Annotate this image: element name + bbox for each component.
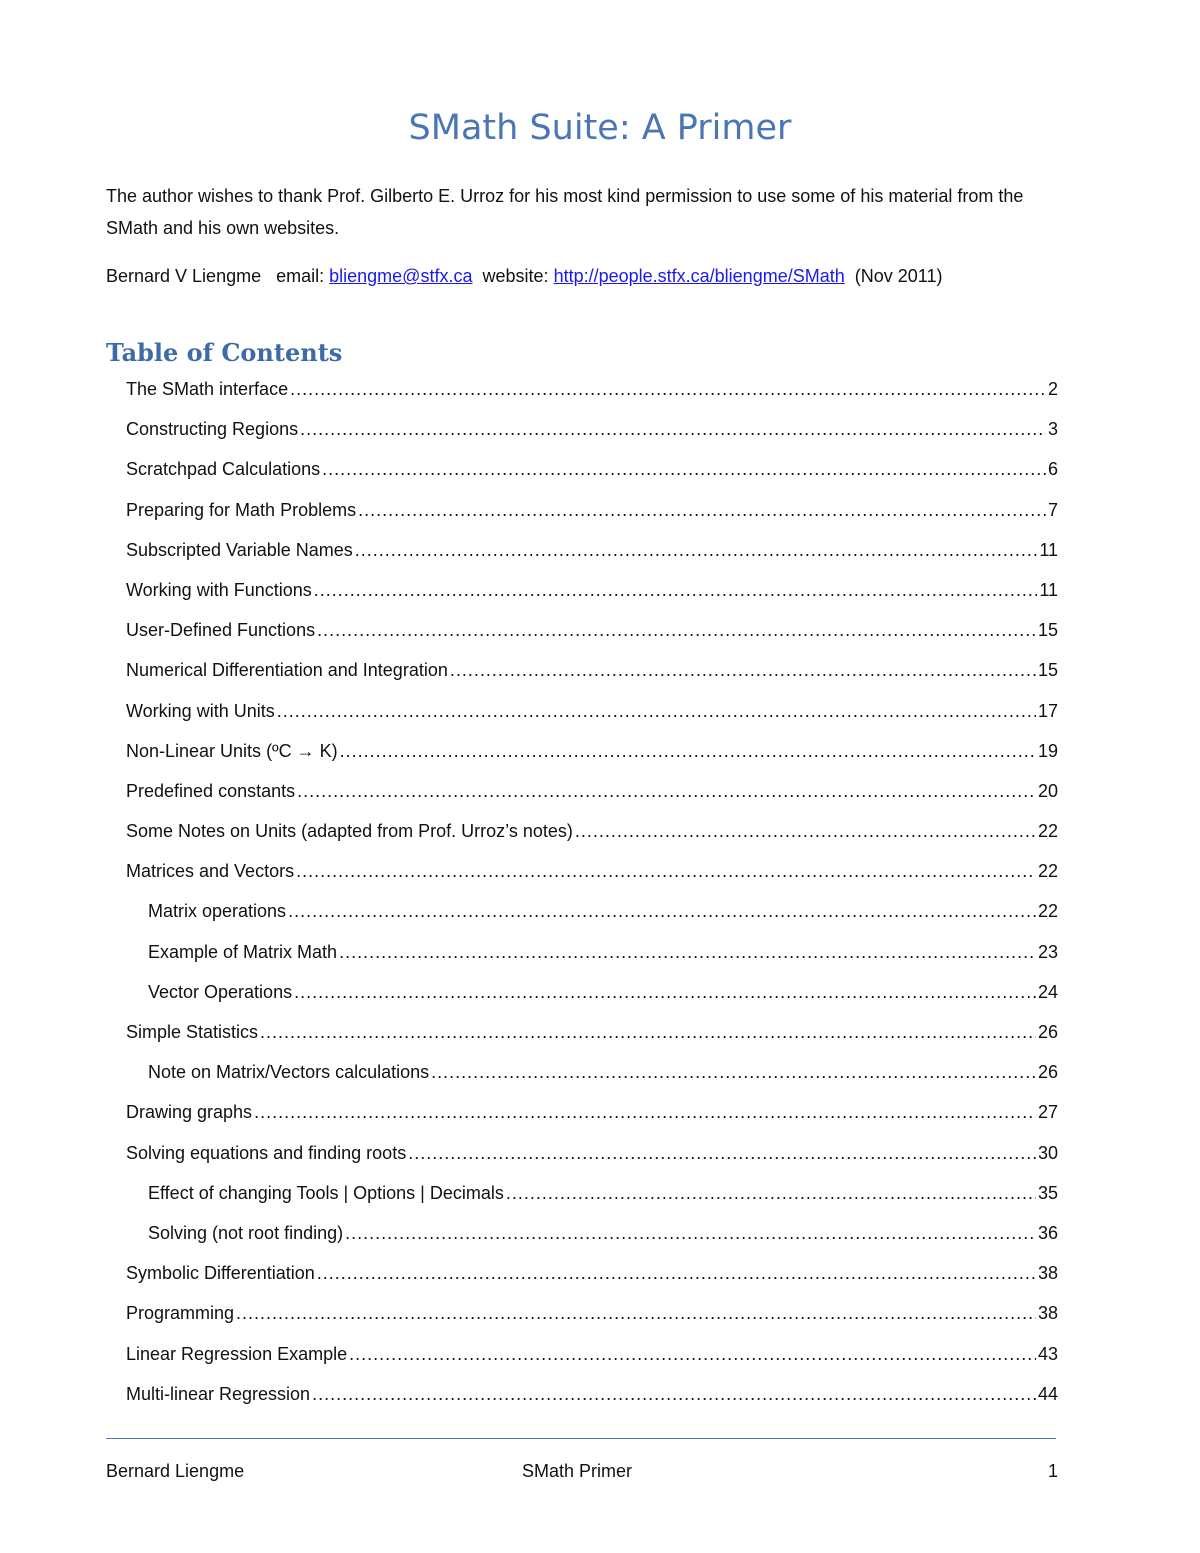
footer-title: SMath Primer xyxy=(522,1461,633,1481)
toc-entry-label: Solving equations and finding roots xyxy=(126,1142,407,1163)
toc-entry[interactable] xyxy=(126,1096,1058,1136)
toc-dot-leader xyxy=(290,373,1046,405)
toc-entry[interactable] xyxy=(126,1177,1058,1217)
toc-dot-leader xyxy=(408,1137,1036,1169)
toc-entry-page: 7 xyxy=(1047,499,1058,520)
toc-entry-page: 22 xyxy=(1037,901,1058,922)
toc-entry-page: 35 xyxy=(1037,1182,1058,1203)
toc-dot-leader xyxy=(340,735,1036,767)
toc-entry-label: Predefined constants xyxy=(126,780,296,801)
toc-dot-leader xyxy=(312,1378,1036,1410)
toc-entry-page: 43 xyxy=(1037,1343,1058,1364)
toc-entry[interactable] xyxy=(126,1137,1058,1177)
toc-dot-leader xyxy=(277,695,1036,727)
toc-entry-page: 6 xyxy=(1047,459,1058,480)
toc-entry-label: Vector Operations xyxy=(148,981,293,1002)
toc-entry-page: 11 xyxy=(1039,579,1058,600)
toc-dot-leader xyxy=(296,855,1036,887)
toc-entry[interactable] xyxy=(126,1217,1058,1257)
toc-dot-leader xyxy=(297,775,1036,807)
toc-dot-leader xyxy=(294,976,1036,1008)
page-number: 1 xyxy=(1047,1461,1058,1481)
toc-dot-leader xyxy=(355,534,1038,566)
toc-entry[interactable] xyxy=(126,1016,1058,1056)
toc-entry[interactable] xyxy=(126,976,1058,1016)
toc-dot-leader xyxy=(317,614,1036,646)
toc-entry-label: Matrix operations xyxy=(148,901,287,922)
toc-entry-page: 24 xyxy=(1037,981,1058,1002)
toc-dot-leader xyxy=(314,574,1038,606)
email-link[interactable]: bliengme@stfx.ca xyxy=(329,266,473,286)
toc-dot-leader xyxy=(339,936,1036,968)
toc-entry[interactable] xyxy=(126,735,1058,775)
email-label: email: xyxy=(276,266,325,286)
byline-date: (Nov 2011) xyxy=(854,266,943,286)
toc-entry[interactable] xyxy=(126,1257,1058,1297)
toc-entry-label: Preparing for Math Problems xyxy=(126,499,357,520)
toc-entry-page: 38 xyxy=(1037,1303,1058,1324)
toc-entry[interactable] xyxy=(126,1378,1058,1418)
toc-entry[interactable] xyxy=(126,1297,1058,1337)
toc-entry-page: 36 xyxy=(1037,1222,1058,1243)
toc-entry-label: Working with Units xyxy=(126,700,275,721)
author-name: Bernard V Liengme xyxy=(106,266,262,286)
toc-entry-page: 15 xyxy=(1037,620,1058,641)
footer-author: Bernard Liengme xyxy=(106,1461,245,1481)
website-label: website: xyxy=(482,266,549,286)
toc-entry[interactable] xyxy=(126,574,1058,614)
toc-entry-label: User-Defined Functions xyxy=(126,620,316,641)
toc-entry-label: Simple Statistics xyxy=(126,1022,259,1042)
toc-dot-leader xyxy=(322,453,1046,485)
author-byline xyxy=(106,260,1086,292)
document-title: SMath Suite: A Primer xyxy=(408,108,792,148)
toc-entry-label: Symbolic Differentiation xyxy=(126,1263,315,1284)
toc-entry[interactable] xyxy=(126,534,1058,574)
toc-dot-leader xyxy=(575,815,1036,847)
toc-dot-leader xyxy=(300,413,1046,445)
toc-entry-page: 15 xyxy=(1037,660,1058,681)
toc-entry-page: 22 xyxy=(1037,861,1058,882)
toc-entry-page: 44 xyxy=(1037,1383,1058,1404)
toc-entry[interactable] xyxy=(126,494,1058,534)
toc-entry-label: Example of Matrix Math xyxy=(148,941,338,962)
toc-dot-leader xyxy=(254,1096,1036,1128)
toc-dot-leader xyxy=(317,1257,1036,1289)
toc-dot-leader xyxy=(358,494,1046,526)
toc-dot-leader xyxy=(450,654,1036,686)
toc-entry-page: 27 xyxy=(1037,1102,1058,1123)
toc-entry-label: Working with Functions xyxy=(126,579,312,600)
toc-entry-page: 19 xyxy=(1037,740,1058,761)
toc-entry-page: 26 xyxy=(1037,1062,1058,1083)
toc-entry-label: Note on Matrix/Vectors calculations xyxy=(148,1062,430,1083)
toc-entry[interactable] xyxy=(126,775,1058,815)
toc-entry[interactable] xyxy=(126,855,1058,895)
toc-entry[interactable] xyxy=(126,654,1058,694)
toc-dot-leader xyxy=(431,1056,1036,1088)
footer-divider xyxy=(106,1438,1056,1439)
toc-entry-page: 3 xyxy=(1047,419,1058,440)
toc-entry-label: Non-Linear Units (ºC → K) xyxy=(126,740,338,761)
toc-entry-page: 17 xyxy=(1037,700,1058,721)
toc-entry-label: Some Notes on Units (adapted from Prof. Urroz’s notes) xyxy=(126,821,573,842)
toc-entry[interactable] xyxy=(126,413,1058,453)
toc-entry-label: Matrices and Vectors xyxy=(126,861,295,882)
toc-entry[interactable] xyxy=(126,614,1058,654)
toc-entry[interactable] xyxy=(126,695,1058,735)
toc-entry[interactable] xyxy=(126,1338,1058,1378)
toc-entry[interactable] xyxy=(126,936,1058,976)
website-link[interactable]: http://people.stfx.ca/bliengme/SMath xyxy=(553,266,845,286)
toc-entry-label: Constructing Regions xyxy=(126,419,299,440)
toc-entry-label: Subscripted Variable Names xyxy=(126,539,353,560)
toc-entry-label: Multi-linear Regression xyxy=(126,1383,311,1404)
toc-dot-leader xyxy=(260,1016,1036,1048)
toc-entry[interactable] xyxy=(126,815,1058,855)
acknowledgement-paragraph: The author wishes to thank Prof. Gilberto E. Urroz for his most kind permission to use some of his material from the SMath and his own websites. xyxy=(106,186,1024,238)
toc-entry-label: Effect of changing Tools | Options | Decimals xyxy=(148,1182,504,1203)
toc-dot-leader xyxy=(236,1297,1036,1329)
table-of-contents xyxy=(126,373,1058,1418)
toc-entry-page: 22 xyxy=(1037,821,1058,842)
toc-entry-label: Scratchpad Calculations xyxy=(126,459,321,480)
toc-entry-page: 23 xyxy=(1037,941,1058,962)
toc-entry-label: Programming xyxy=(126,1303,235,1324)
toc-entry[interactable] xyxy=(126,1056,1058,1096)
toc-entry-label: Linear Regression Example xyxy=(126,1343,348,1364)
toc-heading: Table of Contents xyxy=(106,338,343,367)
toc-dot-leader xyxy=(345,1217,1036,1249)
toc-entry-label: The SMath interface xyxy=(126,379,289,399)
toc-entry-page: 2 xyxy=(1047,379,1058,399)
toc-entry-label: Numerical Differentiation and Integration xyxy=(126,660,448,681)
toc-entry-label: Drawing graphs xyxy=(126,1102,253,1123)
toc-entry-page: 26 xyxy=(1037,1022,1058,1042)
toc-entry[interactable] xyxy=(126,895,1058,935)
toc-entry-label: Solving (not root finding) xyxy=(148,1222,344,1243)
toc-entry[interactable] xyxy=(126,373,1058,413)
toc-entry-page: 20 xyxy=(1037,780,1058,801)
toc-entry-page: 30 xyxy=(1037,1142,1058,1163)
toc-dot-leader xyxy=(288,895,1036,927)
toc-entry[interactable] xyxy=(126,453,1058,493)
toc-entry-page: 11 xyxy=(1039,539,1058,560)
toc-dot-leader xyxy=(349,1338,1036,1370)
toc-entry-page: 38 xyxy=(1037,1263,1058,1284)
toc-dot-leader xyxy=(506,1177,1036,1209)
